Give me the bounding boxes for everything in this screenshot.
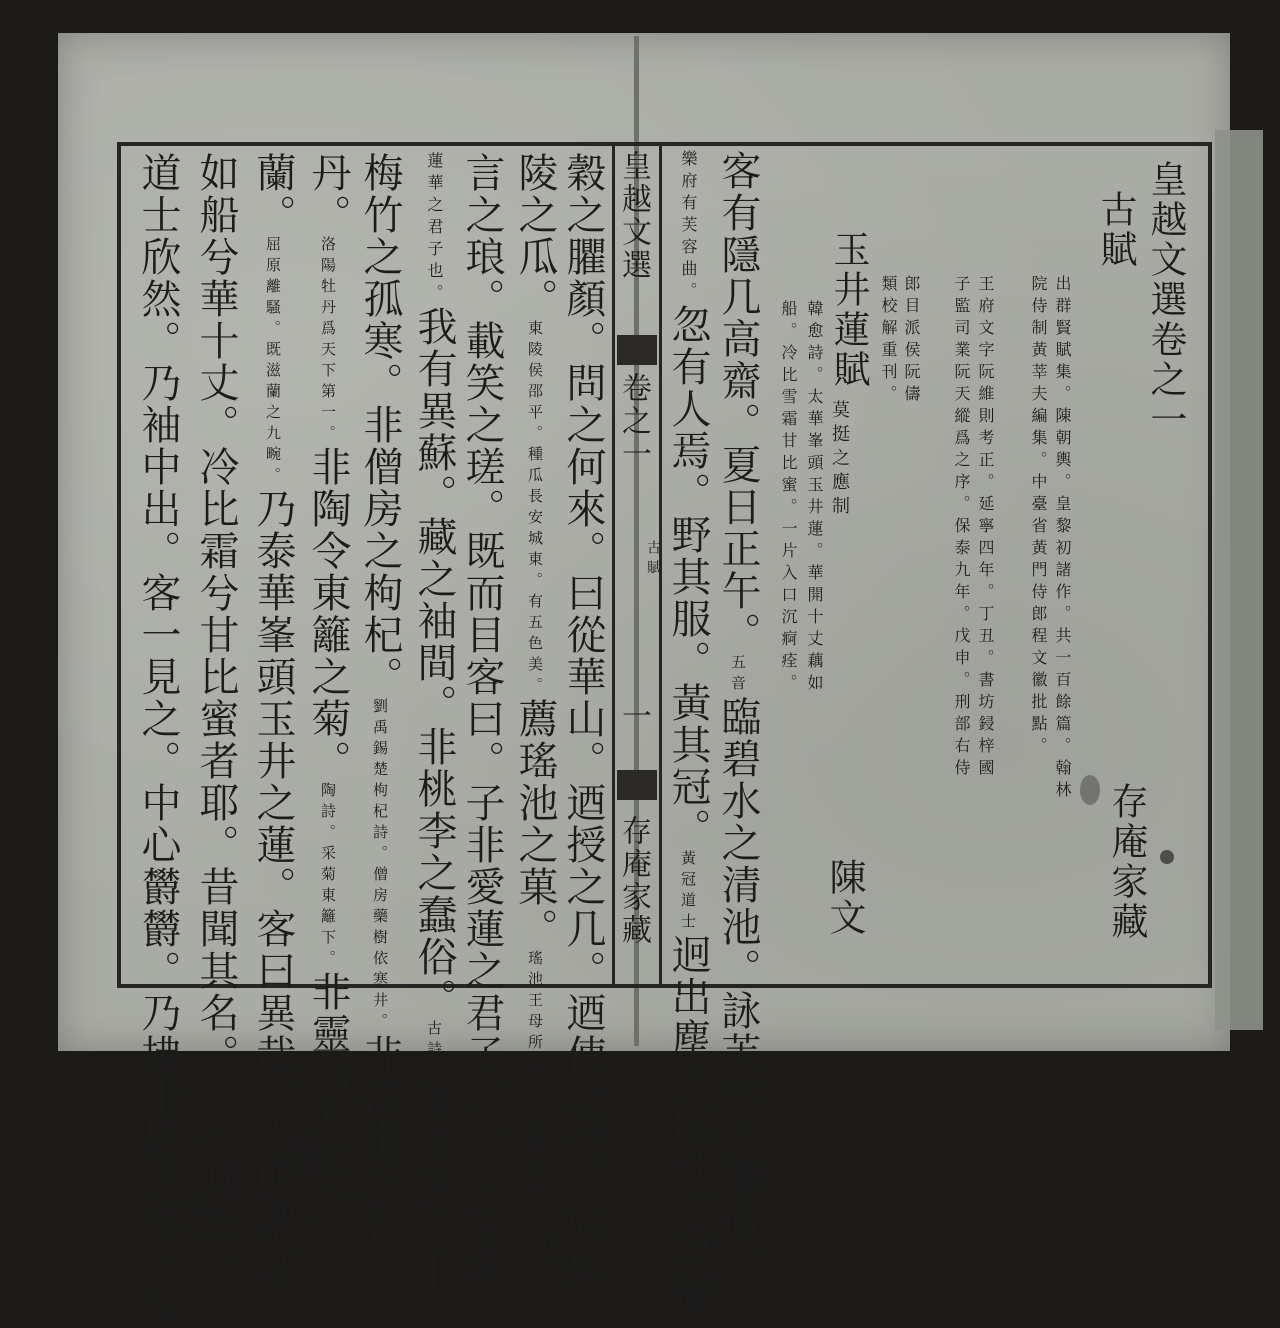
text-col-8: 丹。洛陽牡丹爲天下第一。非陶令東籬之菊。陶詩。采菊東籬下。非靈均九畹之 bbox=[305, 152, 351, 1223]
poem-author: 陳文 bbox=[823, 858, 866, 938]
intro-line-2: 院侍制黃莘夫編集。中臺省黃門侍郎程文徽批點。 bbox=[1029, 275, 1048, 759]
gutter-volume: 卷之一 bbox=[616, 372, 651, 471]
text-col-9: 蘭。屈原離騷。既滋蘭之九畹。乃泰華峯頭玉井之蓮。客曰異哉。豈所謂藕 bbox=[250, 152, 296, 1286]
fish-tail-mark-top bbox=[617, 335, 657, 365]
text-col-10: 如船兮華十丈。冷比霜兮甘比蜜者耶。昔聞其名。今得其實。 bbox=[193, 152, 239, 1286]
gutter-owner: 存庵家藏 bbox=[616, 815, 651, 947]
text-col-7: 梅竹之孤寒。非僧房之枸杞。劉禹錫楚枸杞詩。僧房藥樹依寒井。非洛土之牡 bbox=[357, 152, 403, 1244]
poem-subtitle: 莫挺之應制 bbox=[829, 400, 850, 520]
gutter-page-number: 一 bbox=[616, 700, 651, 733]
text-col-3: 穀之臞顏。問之何來。曰從華山。迺授之几。迺使之坐。破東 bbox=[560, 152, 606, 1286]
ink-smudge bbox=[1080, 775, 1100, 805]
note-line-2: 船。冷比雪霜甘比蜜。一片入口沉痾痊。 bbox=[779, 300, 798, 696]
ink-spot bbox=[1160, 850, 1174, 864]
text-col-2: 樂府有芙容曲。忽有人焉。野其服。黃其冠。黃冠道士迥出塵之僊骨。凜辟 bbox=[665, 150, 711, 1312]
paper-edge bbox=[1215, 130, 1263, 1030]
text-col-4: 陵之瓜。東陵侯邵平。種瓜長安城東。有五色美。薦瑤池之菓。瑤池王母所居。以桃與武帝。載 bbox=[512, 152, 558, 1265]
text-col-1-main: 客有隱几高齋。夏日正午。五音臨碧水之清池。詠芙容之樂府。 bbox=[715, 150, 761, 1284]
intro-line-1: 出群賢賦集。陳朝輿。皇黎初諸作。共一百餘篇。翰林 bbox=[1053, 275, 1072, 803]
book-title: 皇越文選卷之一 bbox=[1144, 160, 1187, 440]
intro-line-5: 郎目派侯阮儔 bbox=[902, 275, 921, 407]
gutter-section: 古賦 bbox=[645, 540, 661, 580]
intro-line-3: 王府文字阮維則考正。延寧四年。丁丑。書坊鋟梓國 bbox=[976, 275, 995, 781]
gutter-title: 皇越文選 bbox=[616, 150, 651, 282]
fish-tail-mark-bottom bbox=[617, 770, 657, 800]
intro-line-6: 類校解重刊。 bbox=[879, 275, 898, 407]
poem-title: 玉井蓮賦 bbox=[827, 230, 870, 390]
text-col-5: 言之琅。載笑之瑳。既而目客曰。子非愛蓮之君子耶。周茂叔愛蓮說。 bbox=[459, 152, 505, 1307]
intro-line-4: 子監司業阮天縱爲之序。保泰九年。戊申。刑部右侍 bbox=[952, 275, 971, 781]
text-col-11: 道士欣然。乃袖中出。客一見之。中心欝欝。乃拂十樣之箋。韓浦 bbox=[135, 152, 181, 1328]
owner-mark: 存庵家藏 bbox=[1105, 782, 1148, 942]
category-heading: 古賦 bbox=[1094, 190, 1137, 270]
text-col-6: 蓮華之君子也。我有異蘇。藏之袖間。非桃李之蠢俗。古詩。桃李漫山總麤俗。非 bbox=[411, 152, 457, 1293]
note-line-1: 韓愈詩。太華峯頭玉井蓮。華開十丈藕如 bbox=[805, 300, 824, 696]
